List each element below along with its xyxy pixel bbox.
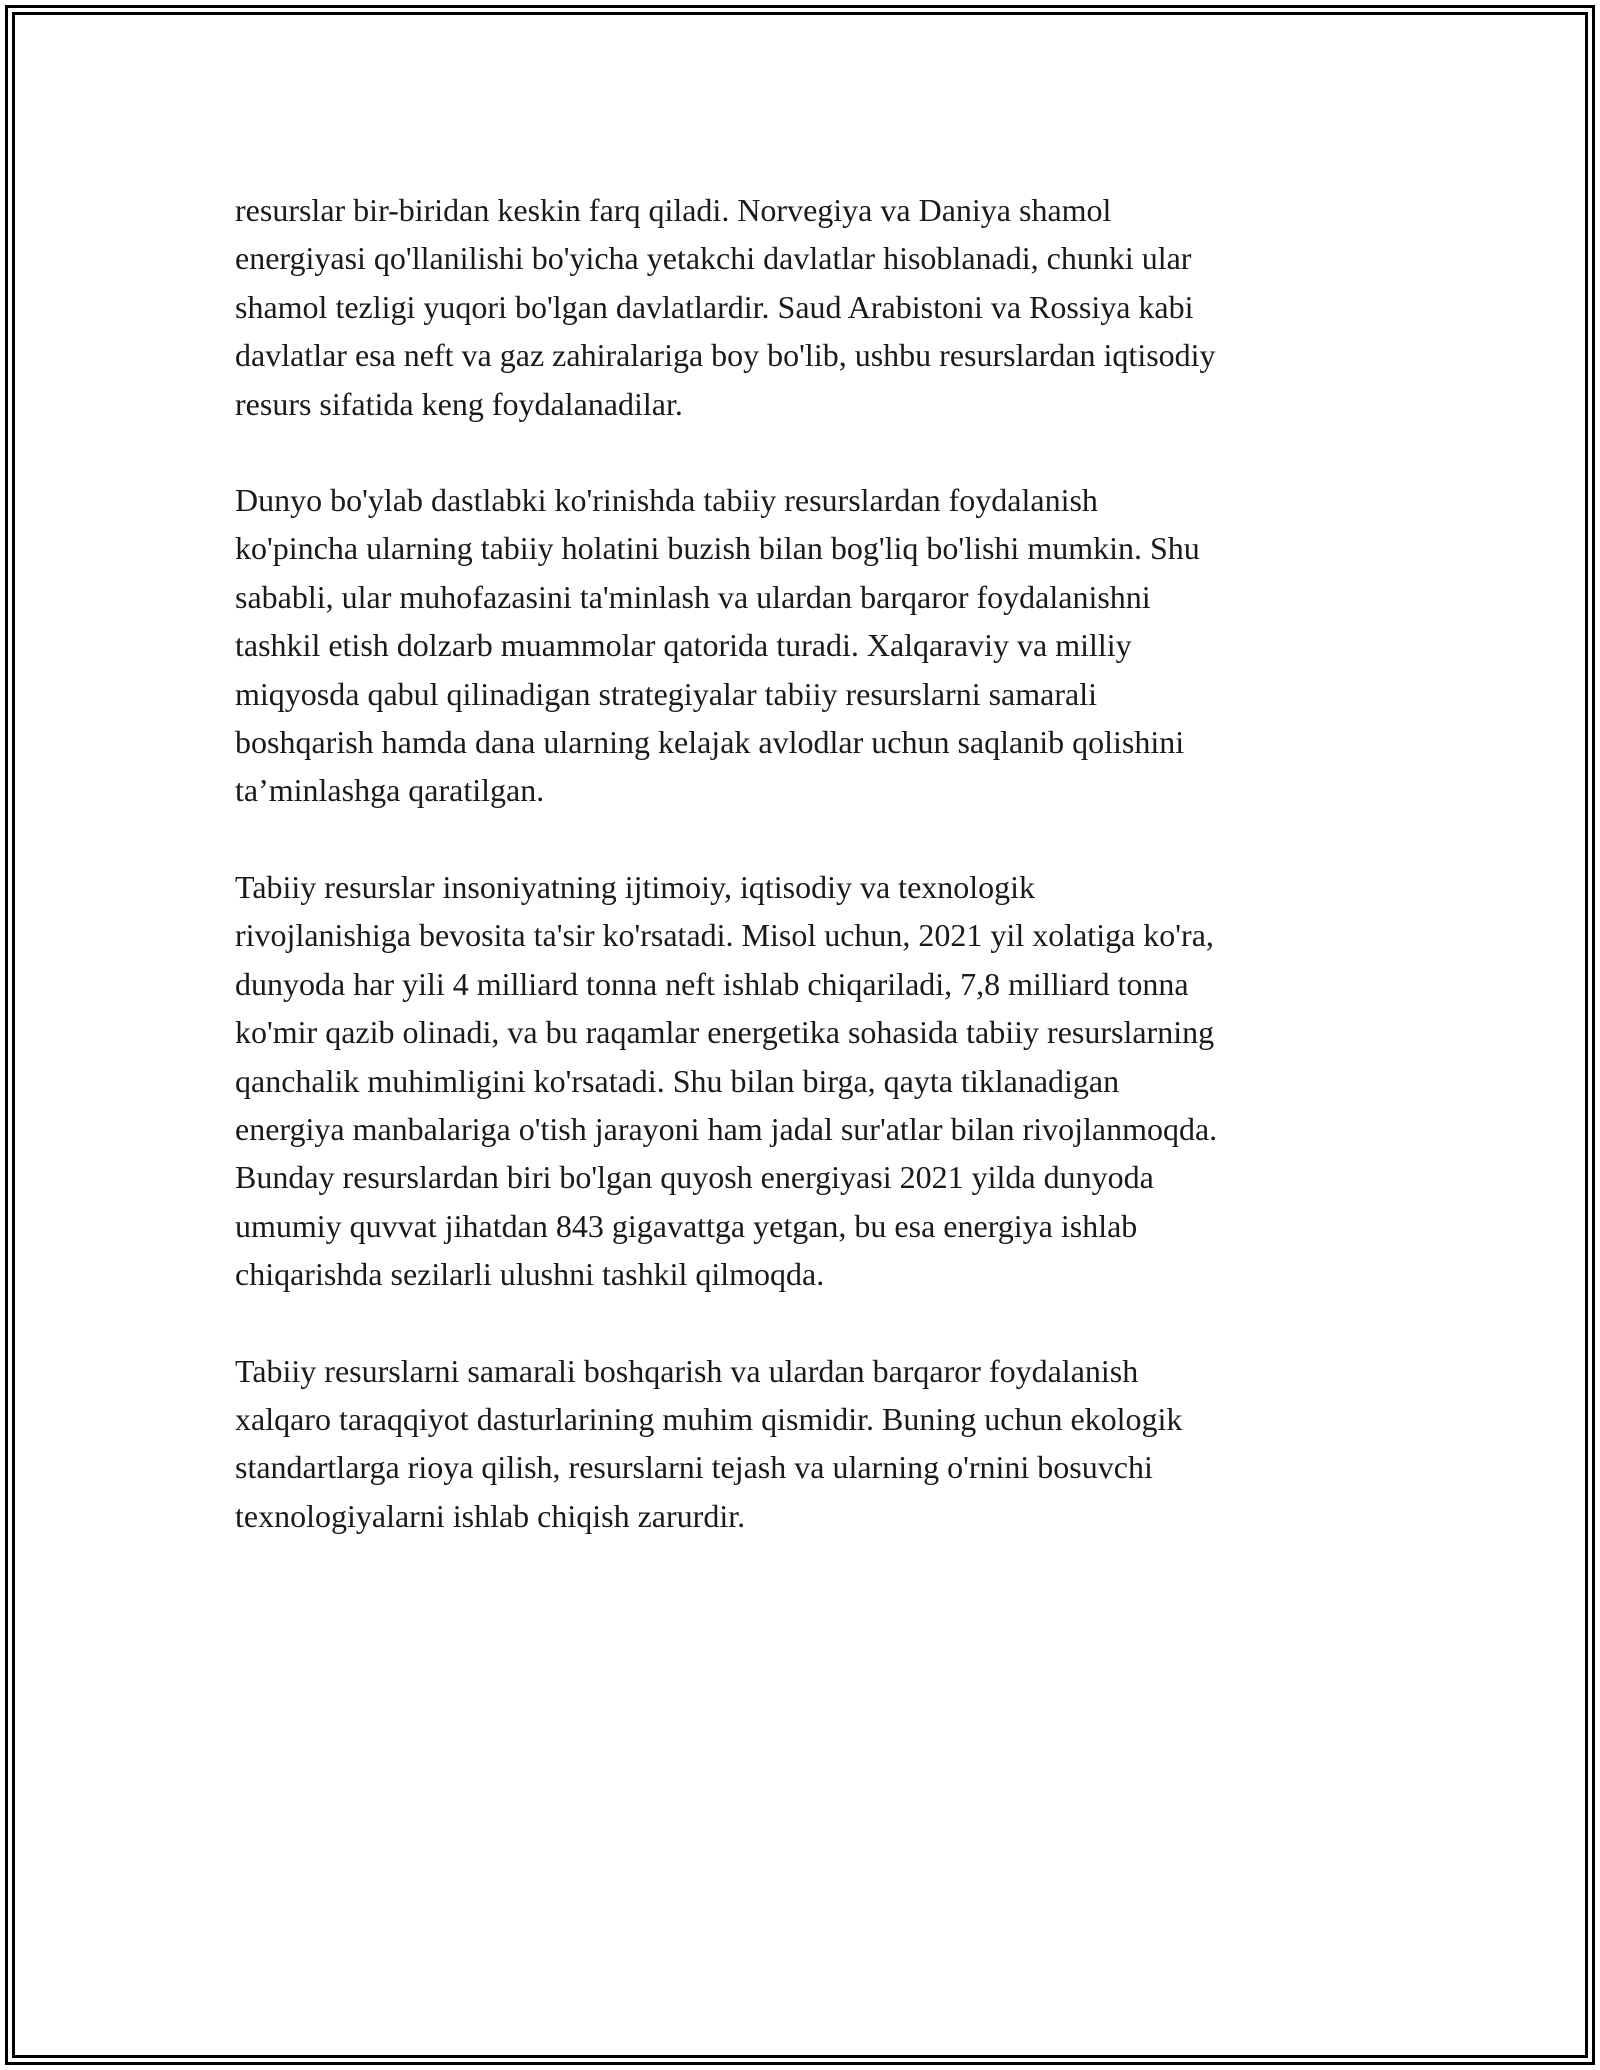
text-line: umumiy quvvat jihatdan 843 gigavattga yetgan, bu esa energiya ishlab [235,1207,1138,1244]
text-line: sababli, ular muhofazasini ta'minlash va ulardan barqaror foydalanishni [235,578,1151,615]
text-line: Dunyo bo'ylab dastlabki ko'rinishda tabiiy resurslardan foydalanish [235,482,1098,519]
text-line: resurslar bir-biridan keskin farq qiladi. Norvegiya va Daniya shamol [235,192,1112,228]
text-line: boshqarish hamda dana ularning kelajak avlodlar uchun saqlanib qolishini [235,724,1185,761]
text-line: Bunday resurslardan biri bo'lgan quyosh energiyasi 2021 yilda dunyoda [235,1159,1154,1196]
text-line: chiqarishda sezilarli ulushni tashkil qilmoqda. [235,1256,825,1293]
paragraph-4 [235,1347,1385,1541]
text-line: miqyosda qabul qilinadigan strategiyalar tabiiy resurslarni samarali [235,675,1097,712]
text-line: resurs sifatida keng foydalanadilar. [235,385,683,422]
text-line: xalqaro taraqqiyot dasturlarining muhim qismidir. Buning uchun ekologik [235,1400,1183,1437]
text-line: davlatlar esa neft va gaz zahiralariga boy bo'lib, ushbu resurslardan iqtisodiy [235,337,1216,374]
document-body [235,186,1385,1588]
text-line: ko'pincha ularning tabiiy holatini buzish bilan bog'liq bo'lishi mumkin. Shu [235,530,1200,567]
text-line: Tabiiy resurslarni samarali boshqarish va ulardan barqaror foydalanish [235,1352,1139,1389]
text-line: qanchalik muhimligini ko'rsatadi. Shu bilan birga, qayta tiklanadigan [235,1062,1120,1099]
text-line: dunyoda har yili 4 milliard tonna neft ishlab chiqariladi, 7,8 milliard tonna [235,965,1189,1002]
text-line: energiya manbalariga o'tish jarayoni ham jadal sur'atlar bilan rivojlanmoqda. [235,1110,1218,1147]
text-line: ta’minlashga qaratilgan. [235,772,545,809]
text-line: Tabiiy resurslar insoniyatning ijtimoiy, iqtisodiy va texnologik [235,868,1036,905]
text-line: tashkil etish dolzarb muammolar qatorida turadi. Xalqaraviy va milliy [235,627,1132,664]
paragraph-3 [235,863,1385,1299]
text-line: rivojlanishiga bevosita ta'sir ko'rsatadi. Misol uchun, 2021 yil xolatiga ko'ra, [235,917,1214,954]
paragraph-2 [235,476,1385,815]
paragraph-1 [235,186,1385,428]
text-line: energiyasi qo'llanilishi bo'yicha yetakchi davlatlar hisoblanadi, chunki ular [235,240,1192,277]
text-line: standartlarga rioya qilish, resurslarni tejash va ularning o'rnini bosuvchi [235,1449,1153,1486]
text-line: shamol tezligi yuqori bo'lgan davlatlardir. Saud Arabistoni va Rossiya kabi [235,288,1194,325]
text-line: ko'mir qazib olinadi, va bu raqamlar energetika sohasida tabiiy resurslarning [235,1014,1215,1051]
text-line: texnologiyalarni ishlab chiqish zarurdir. [235,1497,746,1534]
